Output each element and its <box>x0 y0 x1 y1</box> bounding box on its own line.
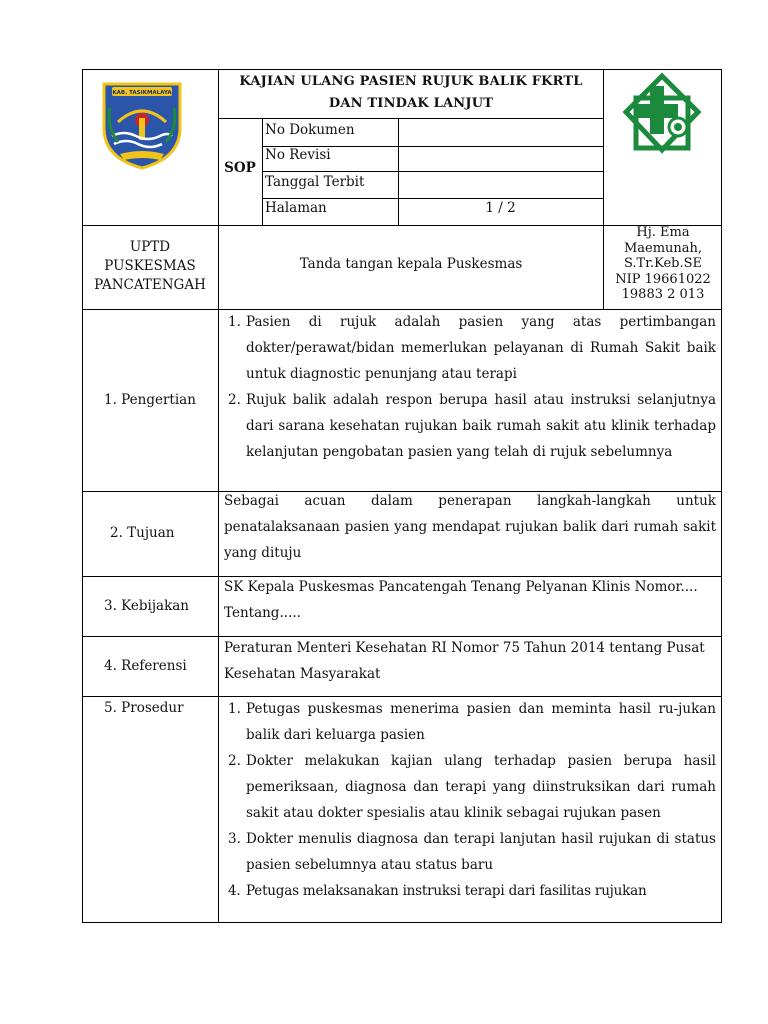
head-nip-line-1: NIP 19661022 <box>615 271 711 287</box>
list-item: 1. Petugas puskesmas menerima pasien dan meminta hasil ru-jukan balik dari keluarga pasien <box>228 701 716 743</box>
svg-text:KAB. TASIKMALAYA: KAB. TASIKMALAYA <box>112 90 172 96</box>
list-item: 4. Petugas melaksanakan instruksi terapi dari fasilitas rujukan <box>228 883 647 899</box>
table-border-left <box>82 69 83 923</box>
signature-label: Tanda tangan kepala Puskesmas <box>299 256 523 272</box>
puskesmas-logo-icon <box>622 72 702 156</box>
doc-row-label-no-revisi: No Revisi <box>265 147 331 163</box>
table-border-top <box>82 69 722 70</box>
section-content-kebijakan: SK Kepala Puskesmas Pancatengah Tenang Pelyanan Klinis Nomor.... Tentang..... <box>224 579 698 621</box>
section-content-referensi: Peraturan Menteri Kesehatan RI Nomor 75 Tahun 2014 tentang Pusat Kesehatan Masyarakat <box>224 640 705 682</box>
document-title <box>218 74 604 111</box>
sop-label: SOP <box>224 160 256 176</box>
list-item: 1. Pasien di rujuk adalah pasien yang atas pertimbangan dokter/perawat/bidan memerlukan pelayanan di Rumah Sakit baik untuk diagnostic penunjang atau terapi <box>228 314 716 382</box>
title-line-2: DAN TINDAK LANJUT <box>328 96 494 111</box>
section-label-prosedur: 5. Prosedur <box>104 700 184 716</box>
section-content-prosedur <box>228 696 716 904</box>
table-border-bottom <box>82 922 722 923</box>
list-item: 2. Rujuk balik adalah respon berupa hasil atau instruksi selanjutnya dari sarana kesehatan rujukan baik rumah sakit atu klinik terhadap kelanjutan pengobatan pasien yang telah di rujuk sebelumnya <box>228 392 716 460</box>
org-line-3: PANCATENGAH <box>94 277 206 293</box>
list-item: 2. Dokter melakukan kajian ulang terhadap pasien berupa hasil pemeriksaan, diagnosa dan terapi yang diinstruksikan dari rumah sakit atau dokter spesialis atau klinik sebagai rujukan pasen <box>228 753 716 821</box>
head-nip-line-2: 19883 2 013 <box>621 287 705 302</box>
doc-row-label-halaman: Halaman <box>265 200 327 216</box>
section-label-kebijakan: 3. Kebijakan <box>104 598 190 614</box>
section-content-tujuan: Sebagai acuan dalam penerapan langkah-langkah untuk penatalaksanaan pasien yang mendapat rujukan balik dari rumah sakit yang dituju <box>224 493 716 561</box>
org-line-1: UPTD <box>129 239 171 255</box>
section-label-tujuan: 2. Tujuan <box>110 525 175 541</box>
regency-emblem-icon <box>100 78 184 170</box>
doc-row-label-no-dokumen: No Dokumen <box>265 122 355 138</box>
head-name-line-2: Maemunah, <box>623 240 703 256</box>
list-item: 3. Dokter menulis diagnosa dan terapi lanjutan hasil rujukan di status pasien sebelumnya atau status baru <box>228 831 716 873</box>
head-name-line-1: Hj. Ema <box>636 225 690 240</box>
section-label-pengertian: 1. Pengertian <box>104 392 196 408</box>
section-label-referensi: 4. Referensi <box>104 658 187 674</box>
doc-row-label-tanggal-terbit: Tanggal Terbit <box>265 174 365 190</box>
org-line-2: PUSKESMAS <box>104 258 196 274</box>
title-line-1: KAJIAN ULANG PASIEN RUJUK BALIK FKRTL <box>239 74 583 89</box>
organization-name <box>82 238 218 295</box>
doc-row-value-halaman: 1 / 2 <box>485 200 516 216</box>
head-name-line-3: S.Tr.Keb.SE <box>623 256 703 271</box>
table-border-right <box>721 69 722 923</box>
table-column-divider <box>218 69 219 922</box>
section-content-pengertian <box>228 309 716 465</box>
head-of-puskesmas <box>604 225 722 303</box>
